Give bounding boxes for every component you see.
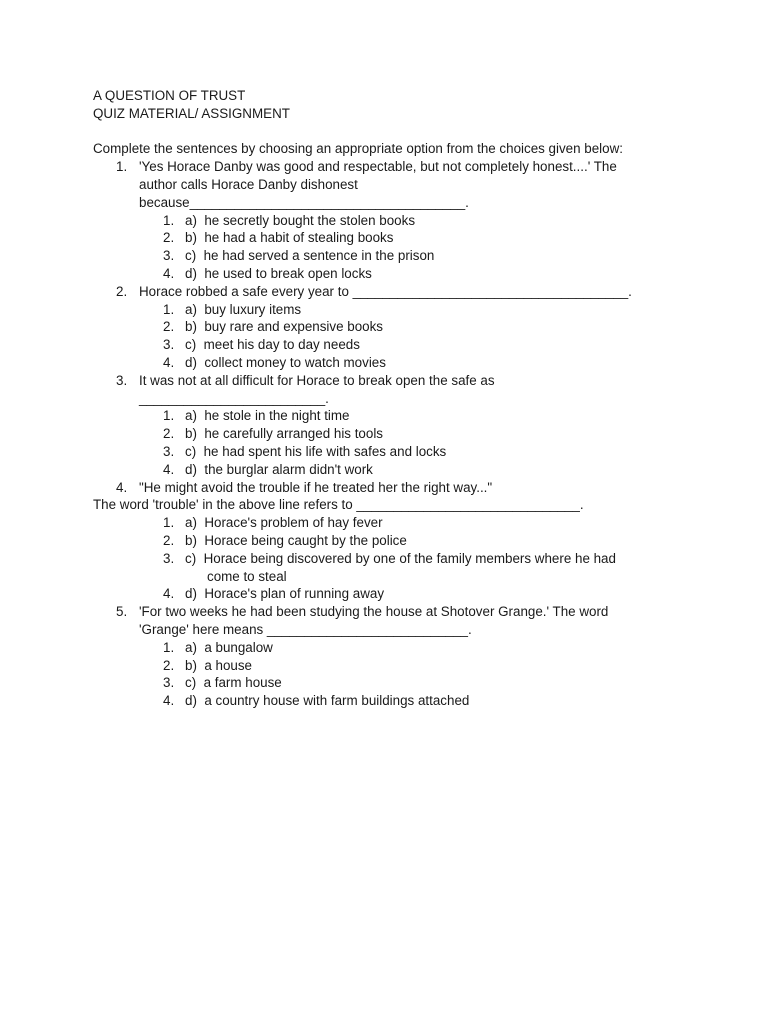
options-list xyxy=(93,407,693,478)
option-item xyxy=(163,336,693,354)
option-number: 3. xyxy=(163,248,175,264)
option-number: 1. xyxy=(163,639,175,655)
option-text: a) he stole in the night time xyxy=(185,408,350,424)
option-item xyxy=(163,212,693,230)
option-number: 4. xyxy=(163,354,175,370)
document-body xyxy=(93,87,693,710)
question-number: 4. xyxy=(116,479,128,495)
option-number: 3. xyxy=(163,675,175,691)
option-number: 3. xyxy=(163,550,175,566)
question-text: 'For two weeks he had been studying the house at Shotover Grange.' The word xyxy=(139,604,609,620)
question-text: 'Grange' here means ___________________________. xyxy=(139,621,472,637)
option-item xyxy=(163,265,693,283)
question-text: author calls Horace Danby dishonest xyxy=(139,176,358,192)
option-text: c) he had spent his life with safes and locks xyxy=(185,443,447,459)
option-text: b) buy rare and expensive books xyxy=(185,319,384,335)
option-number: 3. xyxy=(163,443,175,459)
option-item xyxy=(163,585,693,603)
blank-line xyxy=(93,123,693,141)
option-number: 2. xyxy=(163,319,175,335)
question-2 xyxy=(93,283,693,301)
question-text: "He might avoid the trouble if he treated her the right way..." xyxy=(139,479,493,495)
option-number: 4. xyxy=(163,586,175,602)
option-item xyxy=(163,407,693,425)
document-subtitle: QUIZ MATERIAL/ ASSIGNMENT xyxy=(93,105,290,121)
option-item xyxy=(163,692,693,710)
option-text: b) he had a habit of stealing books xyxy=(185,230,394,246)
option-item xyxy=(163,674,693,692)
option-item xyxy=(163,354,693,372)
options-list xyxy=(93,514,693,603)
option-item xyxy=(163,532,693,550)
question-text: 'Yes Horace Danby was good and respectable, but not completely honest....' The xyxy=(139,159,617,175)
option-text: b) he carefully arranged his tools xyxy=(185,426,383,442)
option-item xyxy=(163,461,693,479)
question-number: 5. xyxy=(116,604,128,620)
option-number: 1. xyxy=(163,301,175,317)
option-item xyxy=(163,550,693,586)
option-item xyxy=(163,639,693,657)
option-item xyxy=(163,247,693,265)
option-text: c) Horace being discovered by one of the family members where he had xyxy=(185,550,616,566)
option-text: a) Horace's problem of hay fever xyxy=(185,515,383,531)
instructions: Complete the sentences by choosing an appropriate option from the choices given below: xyxy=(93,141,623,157)
option-number: 1. xyxy=(163,408,175,424)
options-list xyxy=(93,301,693,372)
option-number: 4. xyxy=(163,693,175,709)
question-1 xyxy=(93,158,693,211)
option-item xyxy=(163,514,693,532)
option-number: 1. xyxy=(163,515,175,531)
question-number: 2. xyxy=(116,283,128,299)
option-number: 2. xyxy=(163,657,175,673)
option-text: c) meet his day to day needs xyxy=(185,337,360,353)
option-number: 2. xyxy=(163,426,175,442)
question-5 xyxy=(93,603,693,639)
question-text: Horace robbed a safe every year to _____________________________________. xyxy=(139,283,632,299)
option-item xyxy=(163,425,693,443)
question-3 xyxy=(93,372,693,408)
question-number: 3. xyxy=(116,372,128,388)
option-number: 4. xyxy=(163,461,175,477)
option-item xyxy=(163,443,693,461)
question-4 xyxy=(93,479,693,497)
option-text: a) a bungalow xyxy=(185,639,273,655)
option-text: d) collect money to watch movies xyxy=(185,354,386,370)
question-continuation: The word 'trouble' in the above line refers to ______________________________. xyxy=(93,497,584,513)
option-text: a) buy luxury items xyxy=(185,301,302,317)
option-number: 1. xyxy=(163,212,175,228)
option-text: c) a farm house xyxy=(185,675,282,691)
option-text: d) Horace's plan of running away xyxy=(185,586,385,602)
option-text: b) a house xyxy=(185,657,252,673)
option-text: c) he had served a sentence in the prison xyxy=(185,248,435,264)
option-number: 2. xyxy=(163,230,175,246)
option-text: d) a country house with farm buildings attached xyxy=(185,693,470,709)
question-text: _________________________. xyxy=(139,390,329,406)
question-text: It was not at all difficult for Horace to break open the safe as xyxy=(139,372,495,388)
option-item xyxy=(163,229,693,247)
option-text: b) Horace being caught by the police xyxy=(185,532,407,548)
option-item xyxy=(163,657,693,675)
document-title: A QUESTION OF TRUST xyxy=(93,88,246,103)
options-list xyxy=(93,212,693,283)
option-text: d) he used to break open locks xyxy=(185,265,372,281)
option-number: 4. xyxy=(163,265,175,281)
option-item xyxy=(163,318,693,336)
option-text: d) the burglar alarm didn't work xyxy=(185,461,373,477)
question-number: 1. xyxy=(116,159,128,175)
question-text: because_____________________________________. xyxy=(139,194,469,210)
option-text-continued: come to steal xyxy=(207,568,287,584)
options-list xyxy=(93,639,693,710)
option-number: 2. xyxy=(163,532,175,548)
option-text: a) he secretly bought the stolen books xyxy=(185,212,416,228)
option-number: 3. xyxy=(163,337,175,353)
option-item xyxy=(163,301,693,319)
